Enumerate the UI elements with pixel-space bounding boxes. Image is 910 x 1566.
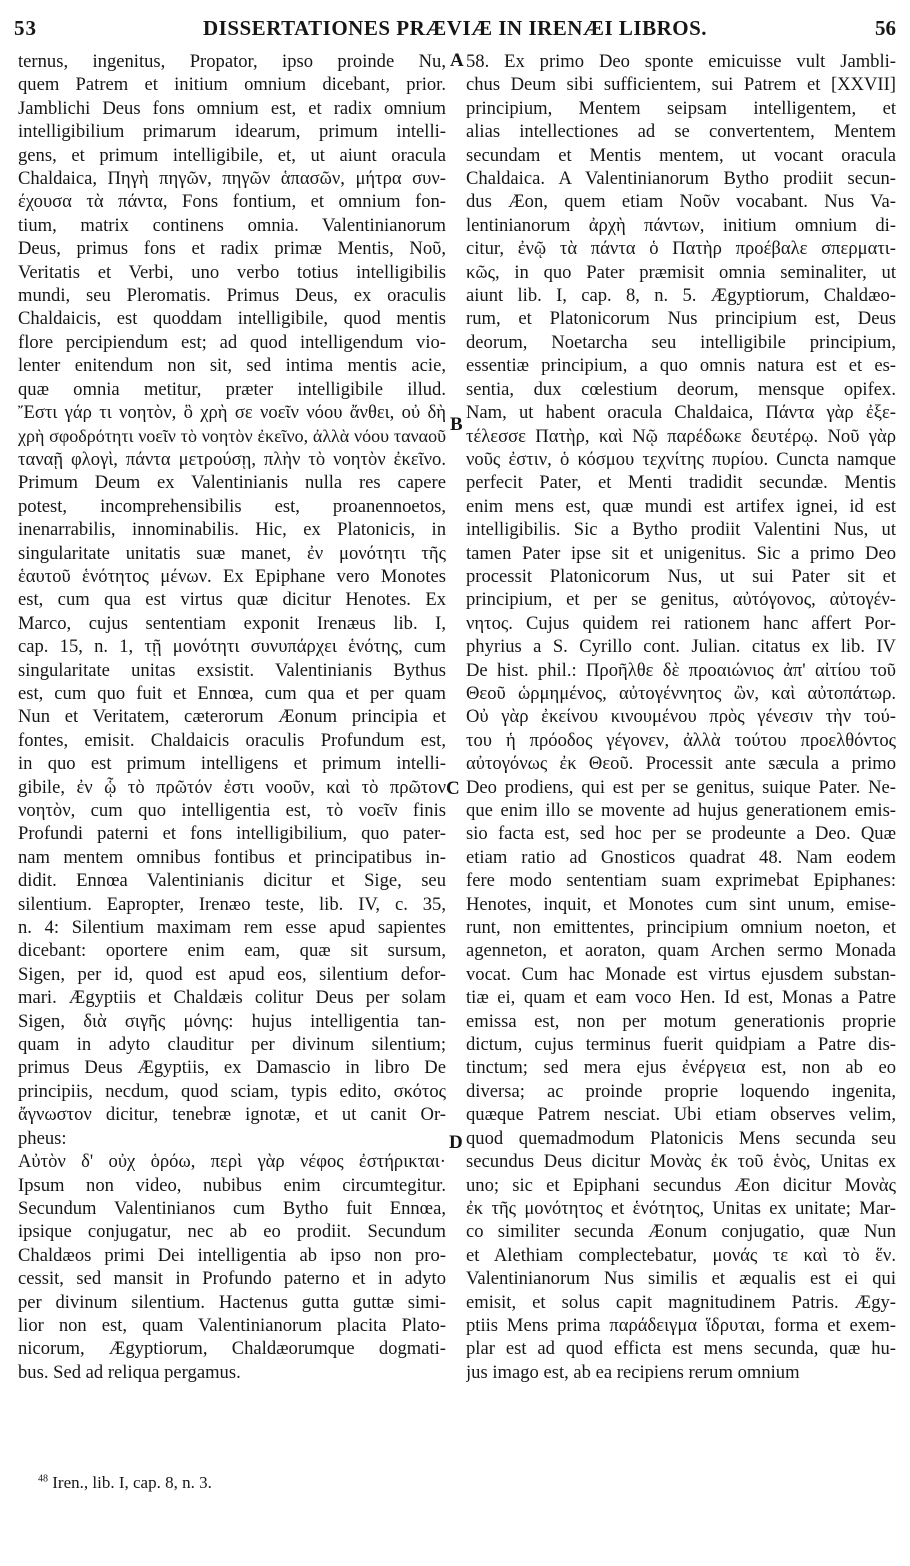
text-line: dictum, cujus terminus fuerit quidpiam a Patre dis- bbox=[466, 1034, 896, 1056]
text-line: citur, ἐνῷ τὰ πάντα ὁ Πατὴρ προέβαλε σπερματι- bbox=[466, 238, 896, 260]
text-line: perfecit Pater, et Menti tradidit secundæ. Mentis bbox=[466, 472, 896, 494]
text-line: Marco, cujus sententiam exponit Irenæus lib. I, bbox=[18, 612, 446, 634]
text-line: mundi, seu Pleromatis. Primus Deus, ex oraculis bbox=[18, 285, 446, 307]
text-line: gibile, ἐν ᾧ τὸ πρῶτόν ἐστι νοοῦν, καὶ τὸ πρῶτον bbox=[18, 776, 446, 798]
text-line: Deo prodiens, qui est per se genitus, suique Pater. Ne- bbox=[466, 776, 896, 798]
text-line: uno; sic et Epiphani secundus Æon dicitur Μονὰς bbox=[466, 1174, 896, 1196]
text-line: pheus: bbox=[18, 1127, 67, 1149]
text-line: fontes, emisit. Chaldaicis oraculis Profundum est, bbox=[18, 729, 446, 751]
text-line: ἄγνωστον dicitur, tenebræ ignotæ, et ut canit Or- bbox=[18, 1104, 446, 1126]
right-column bbox=[466, 50, 896, 1384]
text-line: quem Patrem et initium omnium dicebant, prior. bbox=[18, 74, 446, 96]
left-column bbox=[18, 50, 446, 1384]
text-line: Chaldaica. A Valentinianorum Bytho prodiit secun- bbox=[466, 168, 896, 190]
running-title: DISSERTATIONES PRÆVIÆ IN IRENÆI LIBROS. bbox=[202, 16, 708, 40]
text-line: ipsique conjugatur, nec ab eo prodiit. Secundum bbox=[18, 1221, 446, 1243]
text-line: potest, incomprehensibilis est, proanennoetos, bbox=[18, 495, 446, 517]
text-line: Primum Deum ex Valentinianis nulla res capere bbox=[18, 472, 446, 494]
text-line: Chaldaica, Πηγὴ πηγῶν, πηγῶν ἁπασῶν, μήτρα συν- bbox=[18, 168, 446, 190]
text-line: co similiter secunda Æonum conjugatio, quæ Nun bbox=[466, 1221, 896, 1243]
text-line: silentium. Eapropter, Irenæo teste, lib. IV, c. 35, bbox=[18, 893, 446, 915]
text-line: De hist. phil.: Προῆλθε δὲ προαιώνιος ἀπ' αἰτίου τοῦ bbox=[466, 659, 896, 681]
text-line: que enim illo se movente ad hujus generationem emis- bbox=[466, 800, 896, 821]
text-line: quod quemadmodum Platonicis Mens secunda seu bbox=[466, 1127, 896, 1149]
text-line: vocat. Cum hac Monade est virtus ejusdem substan- bbox=[466, 963, 896, 985]
text-line: quam in adyto clauditur per divinum silentium; bbox=[18, 1034, 446, 1056]
text-line: et Alethiam complectebatur, μονάς τε καὶ τὸ ἕν. bbox=[466, 1244, 896, 1266]
text-line: νοητὸν, cum quo intelligentia est, τὸ νοεῖν finis bbox=[18, 800, 446, 821]
text-line: 58. Ex primo Deo sponte emicuisse vult Jambli- bbox=[466, 51, 896, 72]
text-line: Ἔστι γάρ τι νοητὸν, ὃ χρὴ σε νοεῖν νόου ἄνθει, οὐ δὴ bbox=[18, 402, 446, 424]
text-line: Sigen, per id, quod est apud eos, silentium defor- bbox=[18, 963, 446, 985]
text-line: Chaldaicis, est quoddam intelligibile, quod mentis bbox=[18, 308, 446, 330]
text-line: νητος. Cujus quidem rei rationem hanc affert Por- bbox=[466, 612, 896, 634]
text-line: enim mens est, quæ mundi est artifex ignei, id est bbox=[466, 495, 896, 517]
text-line: tiæ ei, quam et eam voco Hen. Id est, Monas a Patre bbox=[466, 987, 896, 1009]
text-line: inenarrabilis, innominabilis. Hic, ex Platonicis, in bbox=[18, 519, 446, 541]
text-line: essentiæ principium, a quo omnis natura est et es- bbox=[466, 355, 896, 377]
text-line: dus Æon, quem etiam Νοῦν vocabant. Nus Va- bbox=[466, 191, 896, 213]
text-line: Profundi paterni et fons intelligibilium, quo pater- bbox=[18, 823, 446, 845]
text-line: per divinum silentium. Hactenus gutta guttæ simi- bbox=[18, 1291, 446, 1313]
text-line: sentia, dux cœlestium deorum, mensque opifex. bbox=[466, 378, 896, 400]
text-line: κῶς, in quo Pater præmisit omnia seminaliter, ut bbox=[466, 261, 896, 283]
margin-letter-b: B bbox=[450, 414, 463, 435]
text-line: ternus, ingenitus, Propator, ipso proinde Nu, bbox=[18, 51, 446, 72]
text-line: secundam et Mentis mentem, ut vocant oracula bbox=[466, 144, 896, 166]
text-line: singularitate unitas exsistit. Valentinianis Bythus bbox=[18, 659, 446, 681]
text-line: plar est ad quod efficta est mens secunda, quæ hu- bbox=[466, 1338, 896, 1360]
text-line: αὐτογόνως ἐκ Θεοῦ. Processit ante sæcula a primo bbox=[466, 753, 896, 775]
margin-letter-d: D bbox=[449, 1132, 463, 1153]
text-line: chus Deum sibi sufficientem, sui Patrem et [XXVII] bbox=[466, 74, 896, 96]
text-line: cessit, sed mansit in Profundo paterno et in adyto bbox=[18, 1268, 446, 1290]
text-line: cap. 15, n. 1, τῇ μονότητι συνυπάρχει ἑνότης, cum bbox=[18, 636, 446, 658]
text-line: deorum, Noetarcha seu intelligibile principium, bbox=[466, 331, 896, 353]
text-line: intelligibilis. Sic a Bytho prodiit Valentini Nus, ut bbox=[466, 519, 896, 541]
footnote-text: Iren., lib. I, cap. 8, n. 3. bbox=[52, 1473, 212, 1492]
text-line: rum, et Platonicorum Nus principium est, Deus bbox=[466, 308, 896, 330]
text-line: diversa; ac proinde proprie loquendo ingenita, bbox=[466, 1080, 896, 1102]
text-line: Nam, ut habent oracula Chaldaica, Πάντα γὰρ ἐξε- bbox=[466, 402, 896, 424]
text-line: runt, non emittentes, principium omnium noeton, et bbox=[466, 917, 896, 939]
text-line: Veritatis et Verbi, uno verbo totius intelligibilis bbox=[18, 261, 446, 283]
text-line: emisit, et solus capit magnitudinem Patris. Ægy- bbox=[466, 1291, 896, 1313]
text-line: sio facta est, sed hoc per se prodeunte a Deo. Quæ bbox=[466, 823, 896, 845]
text-line: ptiis Mens prima παράδειγμα ἵδρυται, forma et exem- bbox=[466, 1314, 896, 1336]
text-line: flore percipiendum est; ad quod intelligendum vio- bbox=[18, 331, 446, 353]
text-line: Chaldæos primi Dei intelligentia ab ipso non pro- bbox=[18, 1244, 446, 1266]
text-line: τέλεσσε Πατὴρ, καὶ Νῷ παρέδωκε δευτέρῳ. Νοῦ γὰρ bbox=[466, 425, 896, 447]
text-line: agenneton, et aoraton, quam Archen sermo Monada bbox=[466, 940, 896, 962]
text-line: Θεοῦ ὡρμημένος, αὐτογέννητος ὢν, καὶ αὐτοπάτωρ. bbox=[466, 682, 896, 704]
text-line: quæque Patrem nesciat. Ubi etiam observes velim, bbox=[466, 1104, 896, 1126]
text-line: tium, matrix continens omnia. Valentinianorum bbox=[18, 214, 446, 236]
text-line: νοῦς ἐστιν, ὁ κόσμου τεχνίτης πυρίου. Cuncta namque bbox=[466, 448, 896, 470]
text-line: est, cum quo fuit et Ennœa, cum qua et per quam bbox=[18, 682, 446, 704]
text-line: gens, et primum intelligibile, et, ut aiunt oracula bbox=[18, 144, 446, 166]
text-line: didit. Ennœa Valentinianis dicitur et Sige, seu bbox=[18, 870, 446, 892]
text-line: emissa est, non per motum generationis proprie bbox=[466, 1010, 896, 1032]
text-line: ἐκ τῆς μονότητος et ἑνότητος, Unitas ex unitate; Mar- bbox=[466, 1197, 896, 1219]
text-line: etiam ratio ad Gnosticos quadrat 48. Nam eodem bbox=[466, 846, 896, 868]
text-line: Sigen, διὰ σιγῆς μόνης: hujus intelligentia tan- bbox=[18, 1010, 446, 1032]
text-line: Nun et Veritatem, cæterorum Æonum principia et bbox=[18, 706, 446, 728]
margin-letter-c: C bbox=[446, 778, 460, 799]
text-line: intelligibilium primarum idearum, primum intelli- bbox=[18, 121, 446, 143]
text-line: n. 4: Silentium maximam rem esse apud sapientes bbox=[18, 917, 446, 939]
footnote bbox=[38, 1473, 212, 1493]
text-line: ἑαυτοῦ ἑνότητος μένων. Ex Epiphane vero Monotes bbox=[18, 565, 446, 587]
text-line: nicorum, Ægyptiorum, Chaldæorumque dogmati- bbox=[18, 1338, 446, 1360]
text-line: alias intellectiones ad se convertentem, Mentem bbox=[466, 121, 896, 143]
text-line: ταναῇ φλογὶ, πάντα μετρούσῃ, πλὴν τὸ νοητὸν ἐκεῖνο. bbox=[18, 448, 446, 470]
text-line: χρὴ σφοδρότητι νοεῖν τὸ νοητὸν ἐκεῖνο, ἀλλὰ νόου ταναοῦ bbox=[18, 425, 446, 446]
text-line: phyrius a S. Cyrillo cont. Julian. citatus ex lib. IV bbox=[466, 636, 896, 658]
text-line: Henotes, inquit, et Monotes cum sint unum, emise- bbox=[466, 893, 896, 915]
text-line: processit Platonicorum Nus, ut sui Pater sit et bbox=[466, 565, 896, 587]
text-line: lentinianorum ἀρχὴ πάντων, initium omnium di- bbox=[466, 214, 896, 236]
text-line: Deus, primus fons et radix primæ Mentis, Νοῦ, bbox=[18, 238, 446, 260]
text-line: singularitate unitatis suæ manet, ἐν μονότητι τῆς bbox=[18, 542, 446, 564]
text-line: dicebant: oportere enim eam, quæ sit sursum, bbox=[18, 940, 446, 962]
text-line: principiis, necdum, quod sciam, typis edito, σκότος bbox=[18, 1080, 446, 1102]
text-line: mari. Ægyptiis et Chaldæis colitur Deus per solam bbox=[18, 987, 446, 1009]
text-line: Οὐ γὰρ ἐκείνου κινουμένου πρὸς γένεσιν τὴν τού- bbox=[466, 706, 896, 728]
text-line: lior non est, quam Valentinianorum placita Plato- bbox=[18, 1314, 446, 1336]
text-line: in quo est primum intelligens et primum intelli- bbox=[18, 753, 446, 775]
text-line: aiunt lib. I, cap. 8, n. 5. Ægyptiorum, Chaldæo- bbox=[466, 285, 896, 307]
text-line: est, cum qua est virtus quæ dicitur Henotes. Ex bbox=[18, 589, 446, 611]
left-page-number: 53 bbox=[14, 16, 37, 40]
text-line: principium, Mentem seipsam intelligentem, et bbox=[466, 97, 896, 119]
text-line: έχουσα τὰ πάντα, Fons fontium, et omnium fon- bbox=[18, 191, 446, 213]
text-line: nam mentem omnibus fontibus et principatibus in- bbox=[18, 846, 446, 868]
text-line: secundus Deus dicitur Μονὰς ἐκ τοῦ ἑνὸς, Unitas ex bbox=[466, 1151, 896, 1173]
text-line: primus Deus Ægyptiis, ex Damascio in libro De bbox=[18, 1057, 446, 1079]
text-line: Ipsum non video, nubibus enim circumtegitur. bbox=[18, 1174, 446, 1196]
text-line: principium, et per se genitus, αὐτόγονος, αὐτογέν- bbox=[466, 589, 896, 611]
text-line: Secundum Valentinianos cum Bytho fuit Ennœa, bbox=[18, 1197, 446, 1219]
text-line: Valentinianorum Nus similis et æqualis est ei qui bbox=[466, 1268, 896, 1290]
text-line: Αὐτὸν δ' οὐχ ὁρόω, περὶ γὰρ νέφος ἐστήρικται· bbox=[18, 1151, 446, 1173]
margin-letter-a: A bbox=[450, 50, 464, 71]
text-line: Jamblichi Deus fons omnium est, et radix omnium bbox=[18, 97, 446, 119]
right-page-number: 56 bbox=[875, 16, 896, 40]
text-line: fere modo sententiam suam exprimebat Epiphanes: bbox=[466, 870, 896, 892]
page-header bbox=[14, 16, 896, 46]
text-line: του ἡ πρόοδος γέγονεν, ἀλλὰ τούτου προελθόντος bbox=[466, 729, 896, 751]
text-line: quæ omnia metitur, præter intelligibile illud. bbox=[18, 378, 446, 400]
text-line: bus. Sed ad reliqua pergamus. bbox=[18, 1361, 241, 1383]
text-line: tamen Pater ipse sit et unigenitus. Sic a primo Deo bbox=[466, 542, 896, 564]
text-line: tinctum; sed mera ejus ἐνέργεια est, non ab eo bbox=[466, 1057, 896, 1079]
text-line: jus imago est, ab ea recipiens rerum omnium bbox=[466, 1361, 800, 1383]
text-line: lenter enitendum non sit, sed intima mentis acie, bbox=[18, 355, 446, 377]
footnote-marker: 48 bbox=[38, 1473, 48, 1485]
